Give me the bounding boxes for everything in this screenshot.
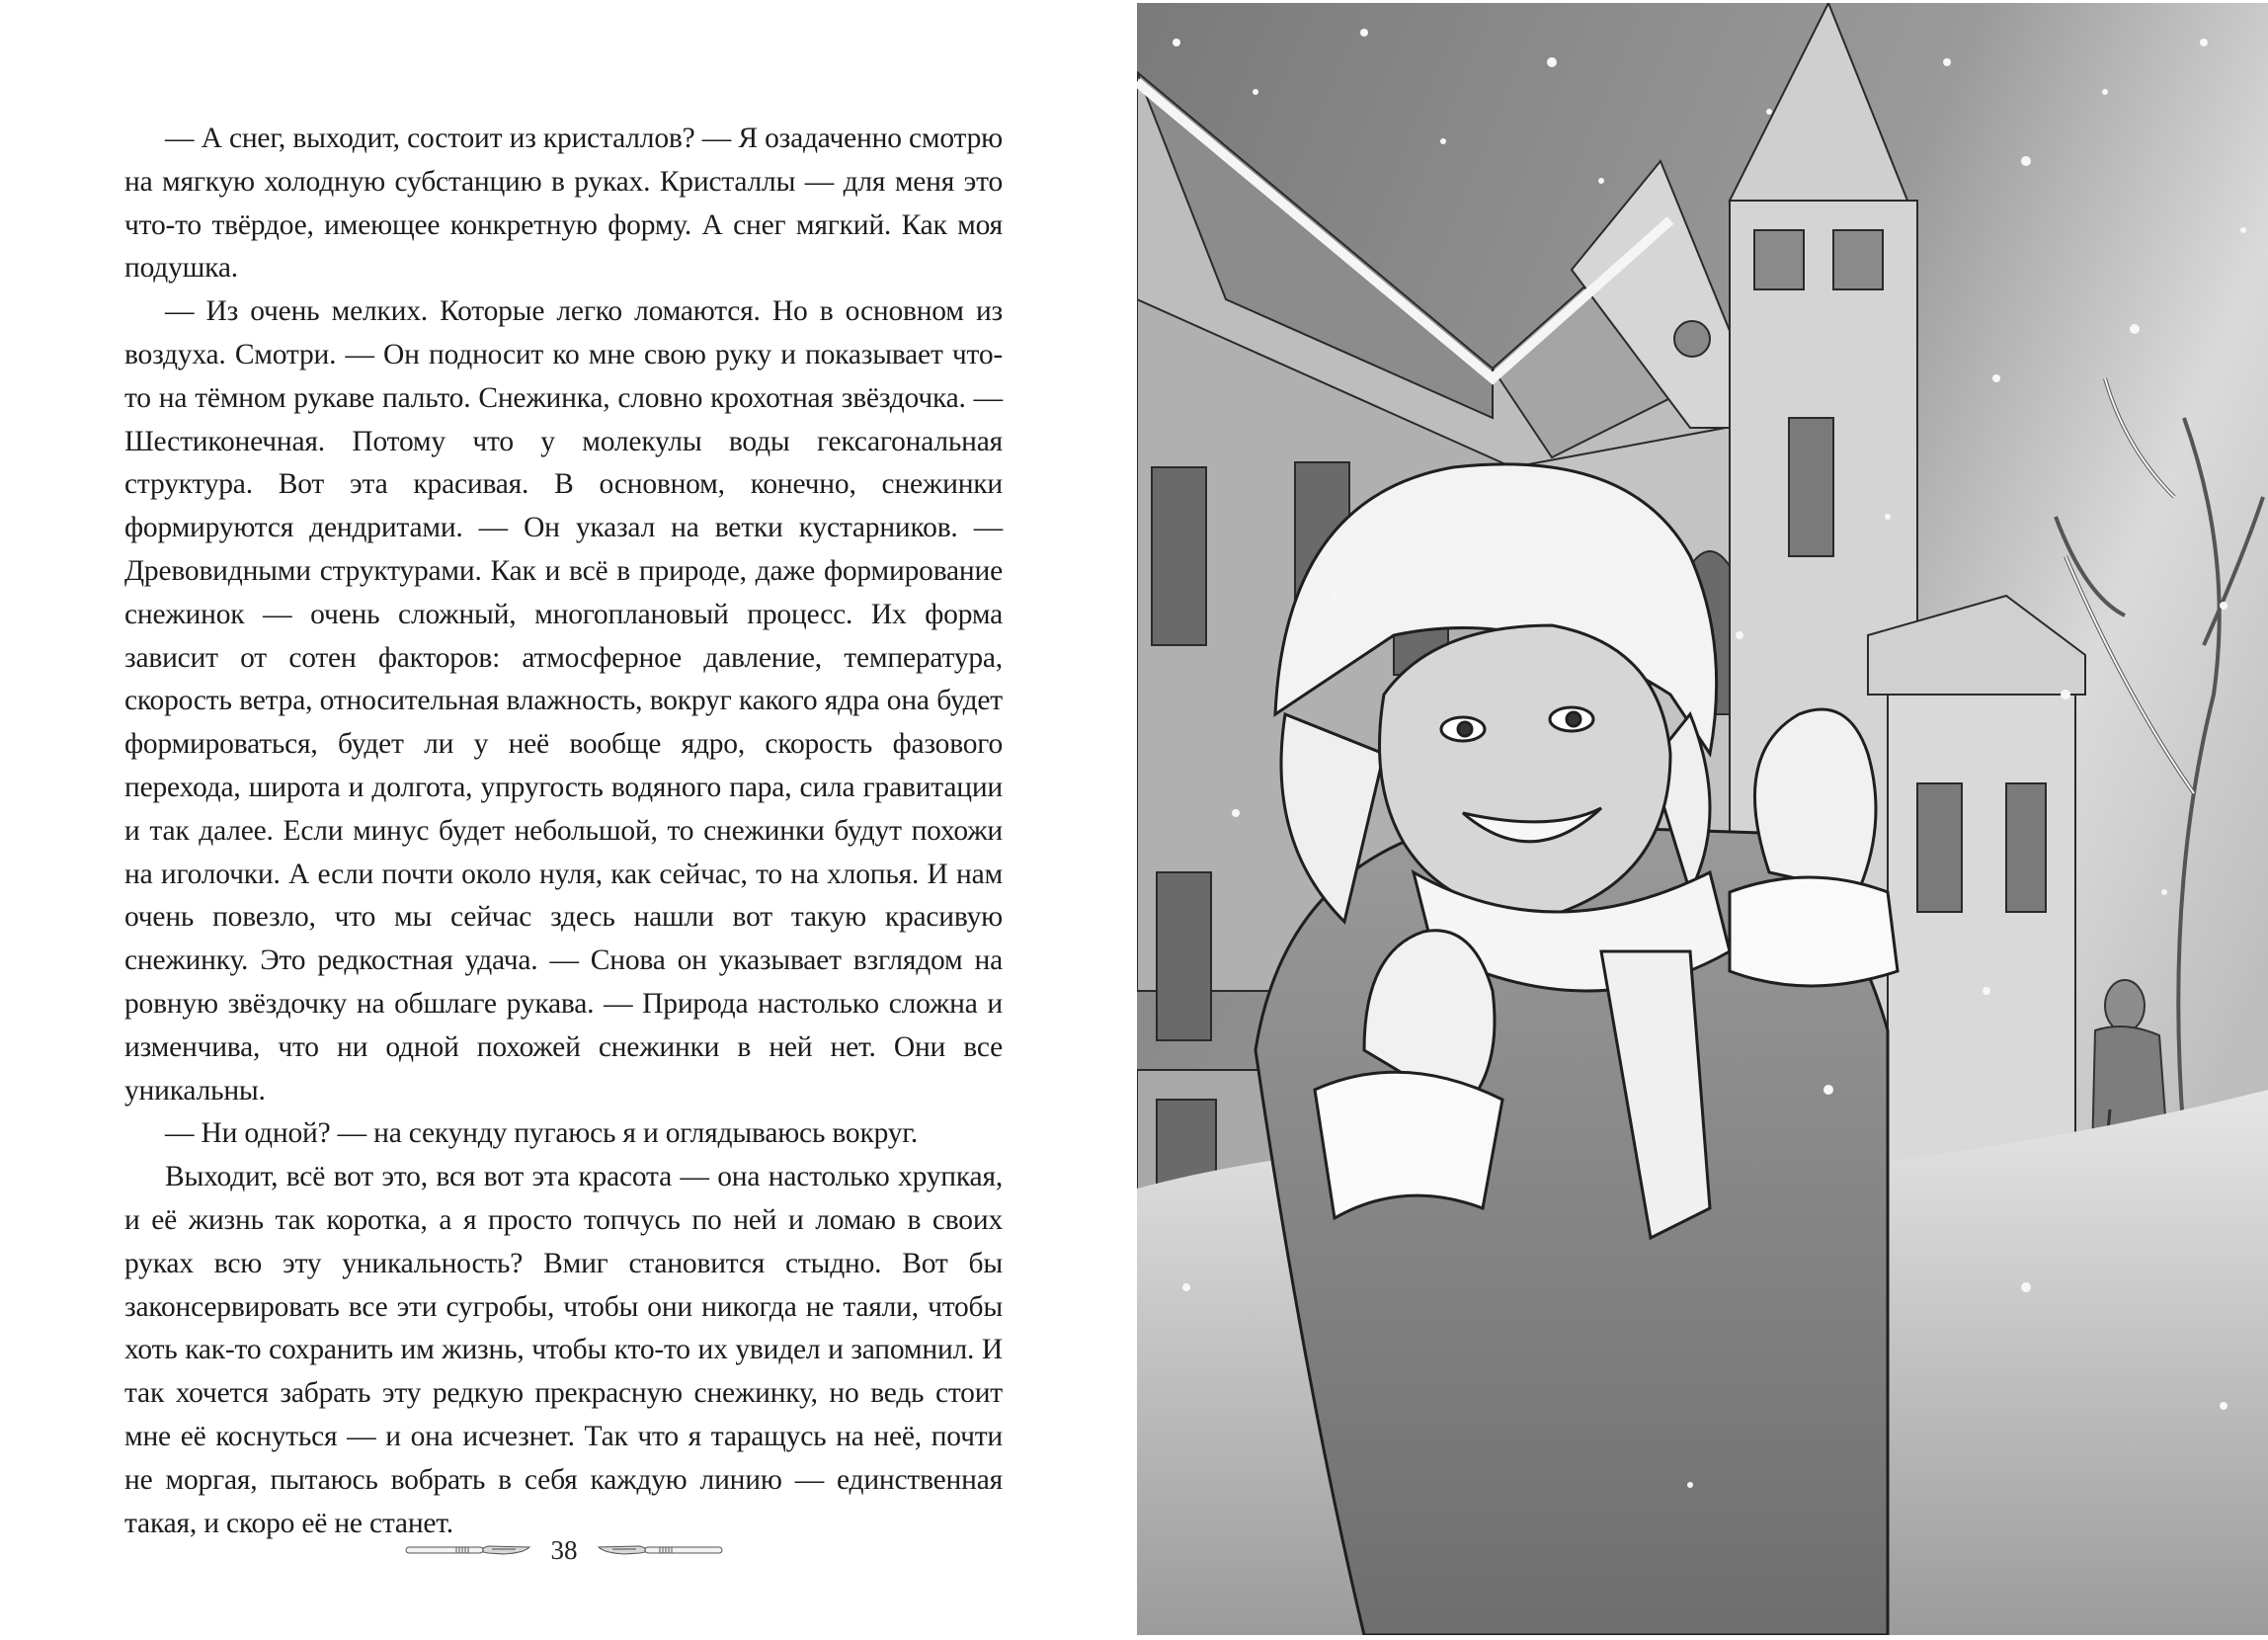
body-text xyxy=(124,118,1003,1545)
paragraph: — Ни одной? — на секунду пугаюсь я и оглядываюсь вокруг. xyxy=(165,1117,919,1150)
page-footer xyxy=(405,1533,723,1567)
paragraph: Выходит, всё вот это, вся вот эта красота — она настолько хрупкая, и её жизнь так коротка, а я просто топчусь по ней и ломаю в своих руках всю эту уникальность? Вмиг становится стыдно. Вот бы законсервировать все эти сугробы, чтобы они никогда не таяли, чтобы хоть как-то сохранить им жизнь, чтобы кто-то их увидел и запомнил. И так хочется забрать эту редкую прекрасную снежинку, но ведь стоит мне её коснуться — и она исчезнет. Так что я таращусь на неё, почти не моргая, пытаюсь вобрать в себя каждую линию — единственная такая, и скоро её не станет. xyxy=(124,1161,1003,1539)
illustration xyxy=(1137,3,2268,1635)
scalpel-icon xyxy=(405,1542,531,1558)
scalpel-icon xyxy=(597,1542,723,1558)
paragraph: — А снег, выходит, состоит из кристаллов? — Я озадаченно смотрю на мягкую холодную субстанцию в руках. Кристаллы — для меня это что-то твёрдое, имеющее конкретную форму. А снег мягкий. Как моя подушка. xyxy=(124,123,1003,285)
paragraph: — Из очень мелких. Которые легко ломаются. Но в основном из воздуха. Смотри. — Он подносит ко мне свою руку и показывает что-то на тёмном рукаве пальто. Снежинка, словно крохотная звёздочка. — Шестиконечная. Потому что у молекулы воды гексагональная структура. Вот эта красивая. В основном, конечно, снежинки формируются дендритами. — Он указал на ветки кустарников. — Древовидными структурами. Как и всё в природе, даже формирование снежинок — очень сложный, многоплановый процесс. Их форма зависит от сотен факторов: атмосферное давление, температура, скорость ветра, относительная влажность, вокруг какого ядра она будет формироваться, будет ли у неё вообще ядро, скорость фазового перехода, широта и долгота, упругость водяного пара, сила гравитации и так далее. Если минус будет небольшой, то снежинки будут похожи на иголочки. А если почти около нуля, как сейчас, то на хлопья. И нам очень повезло, что мы сейчас здесь нашли вот такую красивую снежинку. Это редкостная удача. — Снова он указывает взглядом на ровную звёздочку на обшлаге рукава. — Природа настолько сложна и изменчива, что ни одной похожей снежинки в ней нет. Они все уникальны. xyxy=(124,295,1003,1107)
winter-scene-illustration xyxy=(1137,3,2268,1635)
page-number: 38 xyxy=(550,1535,578,1565)
